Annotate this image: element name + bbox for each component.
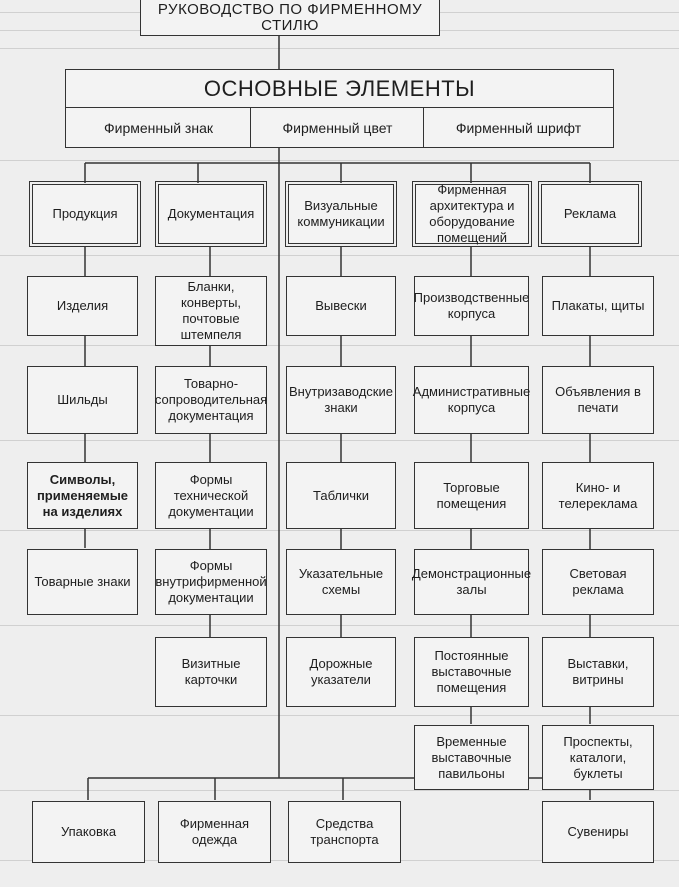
col4-item-temporary-pavilions: Временные выставочные павильоны [414,725,529,790]
category-documentation: Документация [158,184,264,244]
category-visual-communications: Визуальные коммуникации [288,184,394,244]
col1-item-symbols: Символы, применяемые на изделиях [27,462,138,529]
category-architecture: Фирменная архитектура и оборудование помещений [415,184,529,244]
bottom-item-packaging: Упаковка [32,801,145,863]
col5-item-brochures: Проспекты, каталоги, буклеты [542,725,654,790]
bottom-item-uniform: Фирменная одежда [158,801,271,863]
col2-item-shipping-docs: Товарно-сопроводительная документация [155,366,267,434]
col2-item-business-cards: Визитные карточки [155,637,267,707]
col2-item-internal-docs: Формы внутрифирменной документации [155,549,267,615]
col1-item-trademarks: Товарные знаки [27,549,138,615]
col4-item-retail-premises: Торговые помещения [414,462,529,529]
col4-item-permanent-exhibition: Постоянные выставочные помещения [414,637,529,707]
col5-item-posters: Плакаты, щиты [542,276,654,336]
col2-item-letterheads: Бланки, конверты, почтовые штемпеля [155,276,267,346]
col2-item-tech-docs: Формы технической документации [155,462,267,529]
element-brand-color: Фирменный цвет [250,107,425,148]
element-brand-mark: Фирменный знак [65,107,252,148]
col3-item-direction-maps: Указательные схемы [286,549,396,615]
col5-item-print-ads: Объявления в печати [542,366,654,434]
col4-item-admin-buildings: Административные корпуса [414,366,529,434]
diagram-title: РУКОВОДСТВО ПО ФИРМЕННОМУ СТИЛЮ [140,0,440,36]
col4-item-showrooms: Демонстрационные залы [414,549,529,615]
col5-item-exhibitions: Выставки, витрины [542,637,654,707]
bottom-item-transport: Средства транспорта [288,801,401,863]
col1-item-products: Изделия [27,276,138,336]
col3-item-plates: Таблички [286,462,396,529]
col5-item-light-ads: Световая реклама [542,549,654,615]
col4-item-production-buildings: Производственные корпуса [414,276,529,336]
category-advertising: Реклама [541,184,639,244]
main-elements-header: ОСНОВНЫЕ ЭЛЕМЕНТЫ [65,69,614,109]
bottom-item-souvenirs: Сувениры [542,801,654,863]
element-brand-font: Фирменный шрифт [423,107,614,148]
category-products: Продукция [32,184,138,244]
col3-item-road-signs: Дорожные указатели [286,637,396,707]
col1-item-nameplates: Шильды [27,366,138,434]
col3-item-signboards: Вывески [286,276,396,336]
col5-item-film-tv-ads: Кино- и телереклама [542,462,654,529]
col3-item-factory-signs: Внутризаводские знаки [286,366,396,434]
